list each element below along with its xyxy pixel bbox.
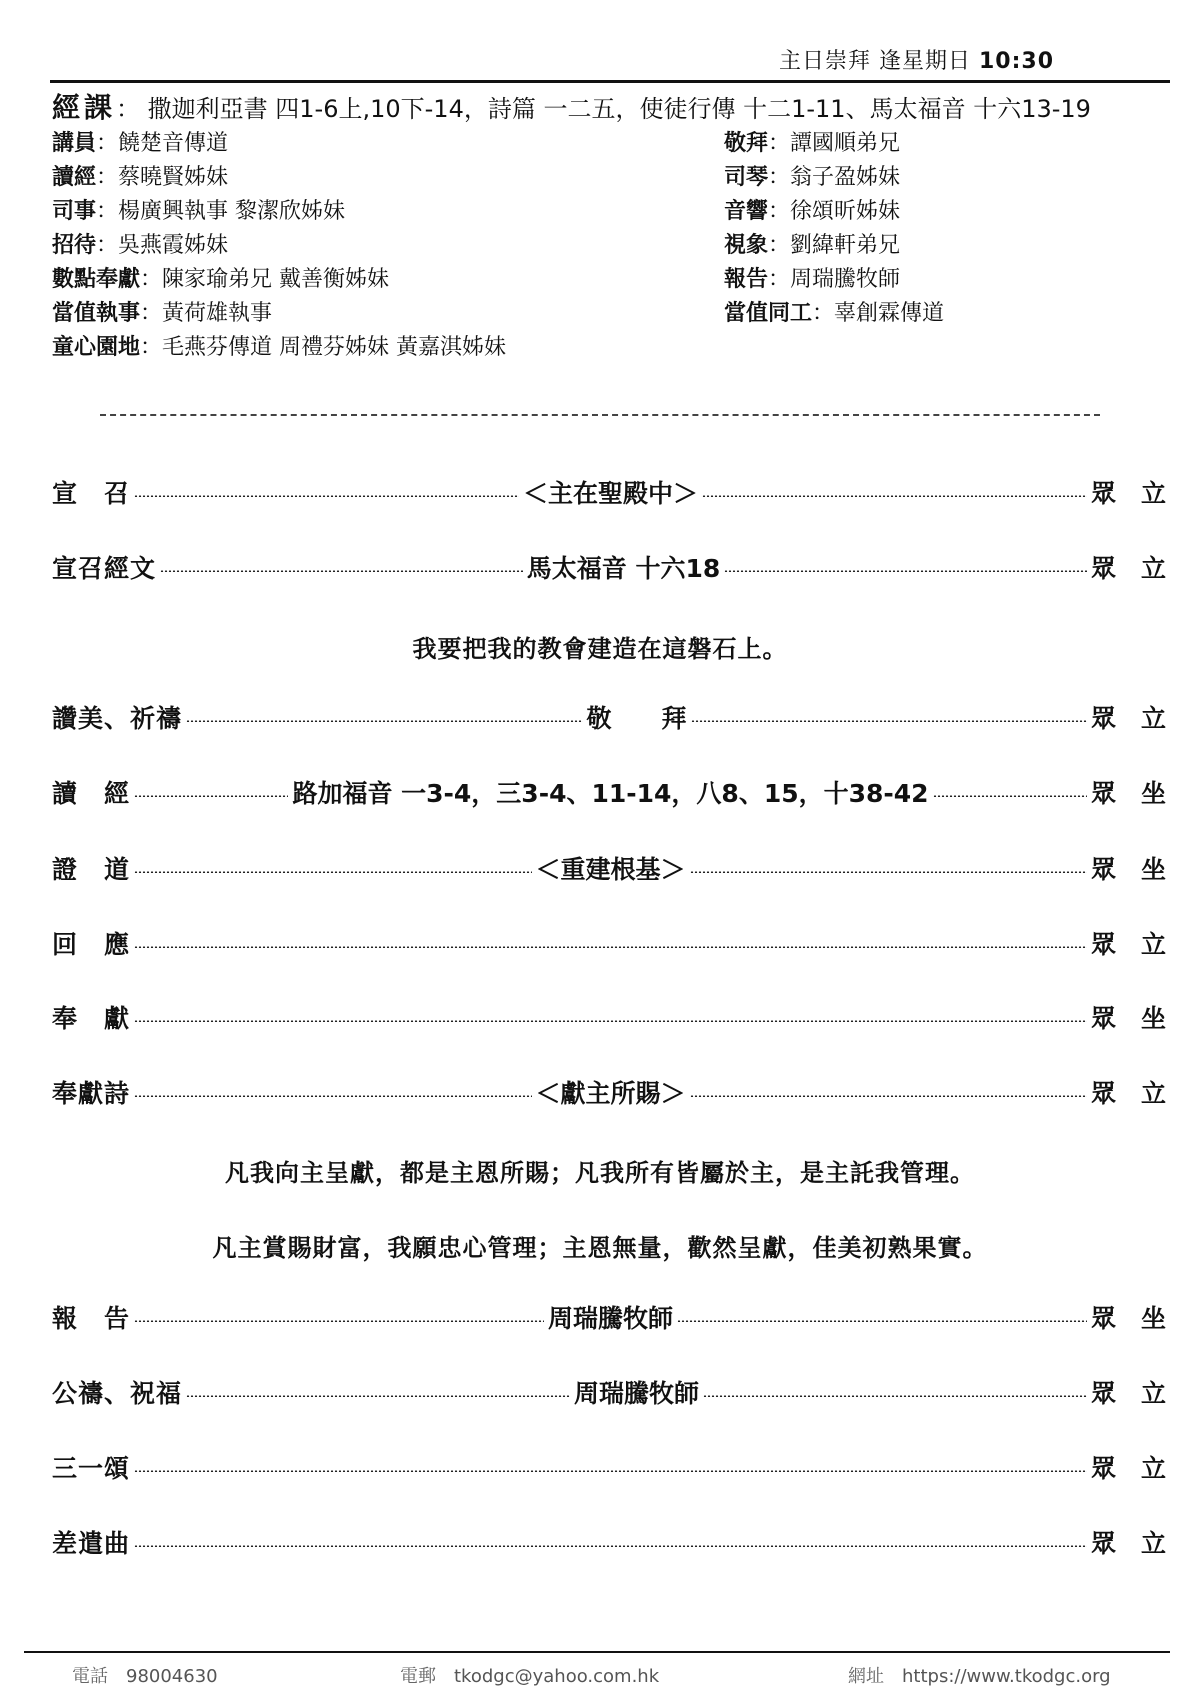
service-title: 主日崇拜	[778, 49, 871, 74]
roles-left-column	[52, 127, 506, 365]
role-announcer: 報告：周瑞騰牧師	[724, 267, 901, 292]
role-reader: 讀經：蔡曉賢姊妹	[52, 165, 229, 190]
service-day: 逢星期日	[878, 49, 971, 74]
order-reading: 讀 經 路加福音 一3-4，三3-4、11-14，八8、15，十38-42 眾 坐	[52, 779, 1167, 808]
order-praise: 讚美、祈禱 敬 拜 眾 立	[52, 704, 1167, 733]
order-announcements: 報 告 周瑞騰牧師 眾 坐	[52, 1304, 1167, 1333]
offering-hymn-line-1: 凡我向主呈獻，都是主恩所賜；凡我所有皆屬於主，是主託我管理。	[225, 1159, 975, 1187]
role-deacon-on-duty: 當值執事：黃荷雄執事	[52, 301, 273, 326]
role-staff-on-duty: 當值同工：辜創霖傳道	[724, 301, 945, 326]
service-header	[779, 44, 1054, 75]
role-children: 童心園地：毛燕芬傳道 周禮芬姊妹 黃嘉淇姊妹	[52, 335, 507, 360]
order-call-verse: 宣召經文 馬太福音 十六18 眾 立	[52, 554, 1166, 583]
order-offering: 奉 獻 眾 坐	[52, 1004, 1166, 1033]
section-divider	[100, 414, 1100, 416]
order-benediction: 公禱、祝福 周瑞騰牧師 眾 立	[52, 1379, 1167, 1408]
order-recessional: 差遣曲 眾 立	[52, 1529, 1166, 1558]
call-verse-text: 我要把我的教會建造在這磐石上。	[412, 635, 788, 663]
offering-hymn-line-2: 凡主賞賜財富，我願忠心管理；主恩無量，歡然呈獻，佳美初熟果實。	[212, 1234, 988, 1262]
role-offering-count: 數點奉獻：陳家瑜弟兄 戴善衡姊妹	[52, 267, 390, 292]
order-doxology: 三一頌 眾 立	[52, 1454, 1166, 1483]
footer-phone: 電話 98004630	[72, 1666, 218, 1687]
role-visual: 視象：劉緯軒弟兄	[724, 233, 901, 258]
order-call: 宣 召 ＜主在聖殿中＞ 眾 立	[52, 479, 1167, 508]
order-response: 回 應 眾 立	[52, 930, 1166, 959]
lessons-label: 經課	[52, 91, 117, 124]
header-rule	[50, 80, 1170, 83]
role-speaker: 講員：饒楚音傳道	[52, 131, 229, 156]
footer	[0, 1662, 1200, 1686]
role-worship: 敬拜：譚國順弟兄	[724, 131, 901, 156]
footer-website[interactable]: 網址 https://www.tkodgc.org	[848, 1666, 1111, 1687]
lessons-line: 經課： 撒迦利亞書 四1-6上,10下-14，詩篇 一二五，使徒行傳 十二1-11、馬太福音 十六13-19	[52, 91, 1091, 124]
service-time: 10:30	[978, 49, 1054, 74]
order-offering-hymn: 奉獻詩 ＜獻主所賜＞ 眾 立	[52, 1079, 1167, 1108]
role-ushers: 司事：楊廣興執事 黎潔欣姊妹	[52, 199, 346, 224]
role-pianist: 司琴：翁子盈姊妹	[724, 165, 901, 190]
footer-rule	[24, 1651, 1170, 1653]
lessons-text: 撒迦利亞書 四1-6上,10下-14，詩篇 一二五，使徒行傳 十二1-11、馬太福音 十六13-19	[147, 95, 1091, 123]
order-sermon: 證 道 ＜重建根基＞ 眾 坐	[52, 855, 1167, 884]
role-sound: 音響：徐頌昕姊妹	[724, 199, 901, 224]
roles-right-column	[724, 127, 944, 331]
role-greeter: 招待：吳燕霞姊妹	[52, 233, 229, 258]
footer-email[interactable]: 電郵 tkodgc@yahoo.com.hk	[400, 1666, 660, 1687]
